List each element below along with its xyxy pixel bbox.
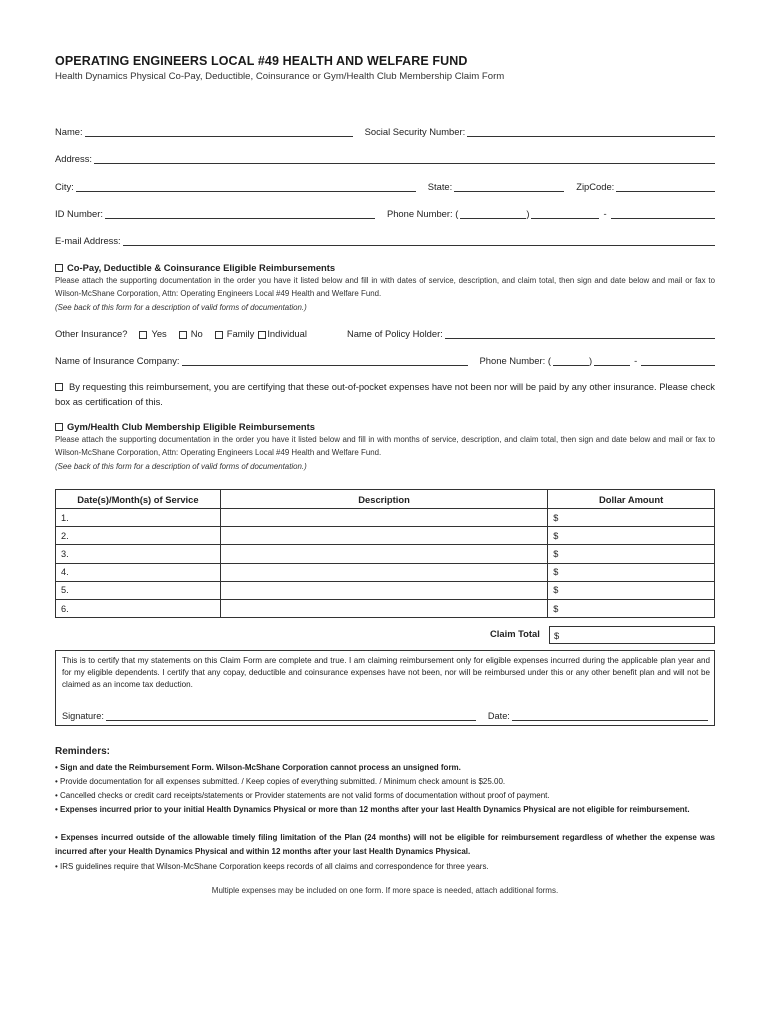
address-label: Address: xyxy=(55,153,92,164)
phone-label: Phone Number: ( xyxy=(386,208,459,219)
address-field[interactable] xyxy=(94,153,715,164)
ins-phone-dash: - xyxy=(634,355,638,366)
individual-label: Individual xyxy=(267,328,307,339)
description-cell[interactable] xyxy=(220,509,547,527)
email-row xyxy=(55,232,715,246)
description-cell[interactable] xyxy=(220,545,547,563)
table-row xyxy=(56,563,715,581)
phone-dash: - xyxy=(603,208,607,219)
zip-field[interactable] xyxy=(616,181,715,192)
description-cell[interactable] xyxy=(220,563,547,581)
phone-line-field[interactable] xyxy=(611,208,715,219)
ins-phone-paren: ) xyxy=(588,355,593,366)
date-cell[interactable]: 1. xyxy=(56,509,221,527)
state-label: State: xyxy=(427,181,453,192)
copay-heading xyxy=(55,262,335,273)
claim-total-field[interactable]: $ xyxy=(549,626,715,644)
policy-holder-field[interactable] xyxy=(445,328,715,339)
signature-label: Signature: xyxy=(62,711,104,721)
reminder-item: • Provide documentation for all expenses submitted. / Keep copies of everything submitted. / Minimum check amount is $25.00. xyxy=(55,777,506,786)
no-label: No xyxy=(190,328,203,339)
gym-instructions: Please attach the supporting documentation in the order you have it listed below and fill in with months of service, description, and claim total, then sign and date below and mail or fax to Wilson-McShane Corporation, Attn: Operating Engineers Local #49 Health and Welfare Fund. xyxy=(55,435,715,457)
table-row xyxy=(56,581,715,599)
reminders-title: Reminders: xyxy=(55,746,111,757)
reminder-item: • IRS guidelines require that Wilson-McShane Corporation keeps records of all claims and correspondence for three years. xyxy=(55,862,489,871)
phone-prefix-field[interactable] xyxy=(531,208,599,219)
date-cell[interactable]: 4. xyxy=(56,563,221,581)
state-field[interactable] xyxy=(454,181,564,192)
date-label: Date: xyxy=(487,711,510,721)
ssn-field[interactable] xyxy=(467,126,715,137)
description-cell[interactable] xyxy=(220,599,547,617)
yes-checkbox[interactable] xyxy=(139,331,147,339)
city-field[interactable] xyxy=(76,181,416,192)
insurance-company-label: Name of Insurance Company: xyxy=(55,355,180,366)
ins-phone-prefix-field[interactable] xyxy=(594,355,630,366)
date-cell[interactable]: 2. xyxy=(56,527,221,545)
copay-note: (See back of this form for a description of valid forms of documentation.) xyxy=(55,303,307,312)
description-cell[interactable] xyxy=(220,581,547,599)
gym-checkbox[interactable] xyxy=(55,423,63,431)
insurance-certification xyxy=(55,379,715,409)
table-row xyxy=(56,527,715,545)
insurance-company-row xyxy=(55,352,715,366)
gym-heading-text: Gym/Health Club Membership Eligible Reimbursements xyxy=(67,421,315,432)
gym-heading xyxy=(55,421,315,432)
other-insurance-label: Other Insurance? xyxy=(55,328,128,339)
ins-phone-label: Phone Number: ( xyxy=(479,355,551,366)
table-row xyxy=(56,599,715,617)
certify-statement: This is to certify that my statements on this Claim Form are complete and true. I am claiming reimbursement only for eligible expenses incurred during the applicable plan year and for my eligible dependents. I certify that any copay, deductible and coinsurance expenses have not been, nor will be reimbursed under this or any other benefit plan and will not be claimed as an income tax deduction. xyxy=(62,656,710,690)
family-label: Family xyxy=(226,328,255,339)
table-row xyxy=(56,545,715,563)
city-row xyxy=(55,178,715,192)
signature-certification-box xyxy=(55,650,715,726)
address-row xyxy=(55,150,715,164)
table-row xyxy=(56,509,715,527)
footer-note: Multiple expenses may be included on one form. If more space is needed, attach additional forms. xyxy=(211,886,559,895)
amount-cell[interactable]: $ xyxy=(548,563,715,581)
copay-checkbox[interactable] xyxy=(55,264,63,272)
ins-phone-line-field[interactable] xyxy=(641,355,715,366)
expense-table xyxy=(55,489,715,618)
id-row xyxy=(55,205,715,219)
col-description: Description xyxy=(220,490,547,509)
description-cell[interactable] xyxy=(220,527,547,545)
zip-label: ZipCode: xyxy=(576,181,615,192)
signature-field[interactable] xyxy=(106,710,476,721)
insurance-company-field[interactable] xyxy=(182,355,468,366)
family-checkbox[interactable] xyxy=(215,331,223,339)
copay-heading-text: Co-Pay, Deductible & Coinsurance Eligible Reimbursements xyxy=(67,262,336,273)
name-row xyxy=(55,123,715,137)
amount-cell[interactable]: $ xyxy=(548,599,715,617)
gym-note: (See back of this form for a description of valid forms of documentation.) xyxy=(55,462,307,471)
phone-area-field[interactable] xyxy=(460,208,526,219)
name-field[interactable] xyxy=(85,126,353,137)
reminder-item: • Sign and date the Reimbursement Form. Wilson-McShane Corporation cannot process an unsigned form. xyxy=(55,763,461,772)
no-checkbox[interactable] xyxy=(179,331,187,339)
expense-table-header xyxy=(56,490,715,509)
claim-total-label: Claim Total xyxy=(490,628,540,639)
email-label: E-mail Address: xyxy=(55,235,121,246)
form-title: OPERATING ENGINEERS LOCAL #49 HEALTH AND WELFARE FUND xyxy=(55,54,468,68)
copay-instructions: Please attach the supporting documentation in the order you have it listed below and fill in with dates of service, description, and claim total, then sign and date below and mail or fax to Wilson-McShane Corporation, Attn: Operating Engineers Local #49 Health and Welfare Fund. xyxy=(55,276,715,298)
date-cell[interactable]: 3. xyxy=(56,545,221,563)
date-cell[interactable]: 5. xyxy=(56,581,221,599)
certification-checkbox[interactable] xyxy=(55,383,63,391)
email-field[interactable] xyxy=(123,235,715,246)
name-label: Name: xyxy=(55,126,83,137)
other-insurance-row xyxy=(55,325,715,339)
col-amount: Dollar Amount xyxy=(548,490,715,509)
signature-row xyxy=(62,707,708,721)
phone-paren: ) xyxy=(526,208,530,219)
amount-cell[interactable]: $ xyxy=(548,581,715,599)
yes-label: Yes xyxy=(151,328,167,339)
date-field[interactable] xyxy=(512,710,708,721)
id-label: ID Number: xyxy=(55,208,103,219)
amount-cell[interactable]: $ xyxy=(548,545,715,563)
amount-cell[interactable]: $ xyxy=(548,527,715,545)
form-subtitle: Health Dynamics Physical Co-Pay, Deductible, Coinsurance or Gym/Health Club Membership Claim Form xyxy=(55,71,505,82)
ins-phone-area-field[interactable] xyxy=(553,355,589,366)
reminder-item: • Expenses incurred prior to your initial Health Dynamics Physical or more than 12 months after your last Health Dynamics Physical are not eligible for reimbursement. xyxy=(55,805,690,814)
reminder-item: • Expenses incurred outside of the allowable timely filing limitation of the Plan (24 months) will not be eligible for reimbursement regardless of whether the expense was incurred after your Health Dynamics Physical and within 12 months after your last Health Dynamics Physical. xyxy=(55,833,715,857)
individual-checkbox[interactable] xyxy=(258,331,266,339)
date-cell[interactable]: 6. xyxy=(56,599,221,617)
ssn-label: Social Security Number: xyxy=(364,126,466,137)
reminder-item: • Cancelled checks or credit card receipts/statements or Provider statements are not valid forms of documentation without proof of payment. xyxy=(55,791,550,800)
id-field[interactable] xyxy=(105,208,375,219)
certification-text: By requesting this reimbursement, you are certifying that these out-of-pocket expenses have not been nor will be paid by any other insurance. Please check box as certification of this. xyxy=(55,381,715,407)
amount-cell[interactable]: $ xyxy=(548,509,715,527)
city-label: City: xyxy=(55,181,74,192)
policy-holder-label: Name of Policy Holder: xyxy=(346,328,443,339)
col-dates: Date(s)/Month(s) of Service xyxy=(56,490,221,509)
